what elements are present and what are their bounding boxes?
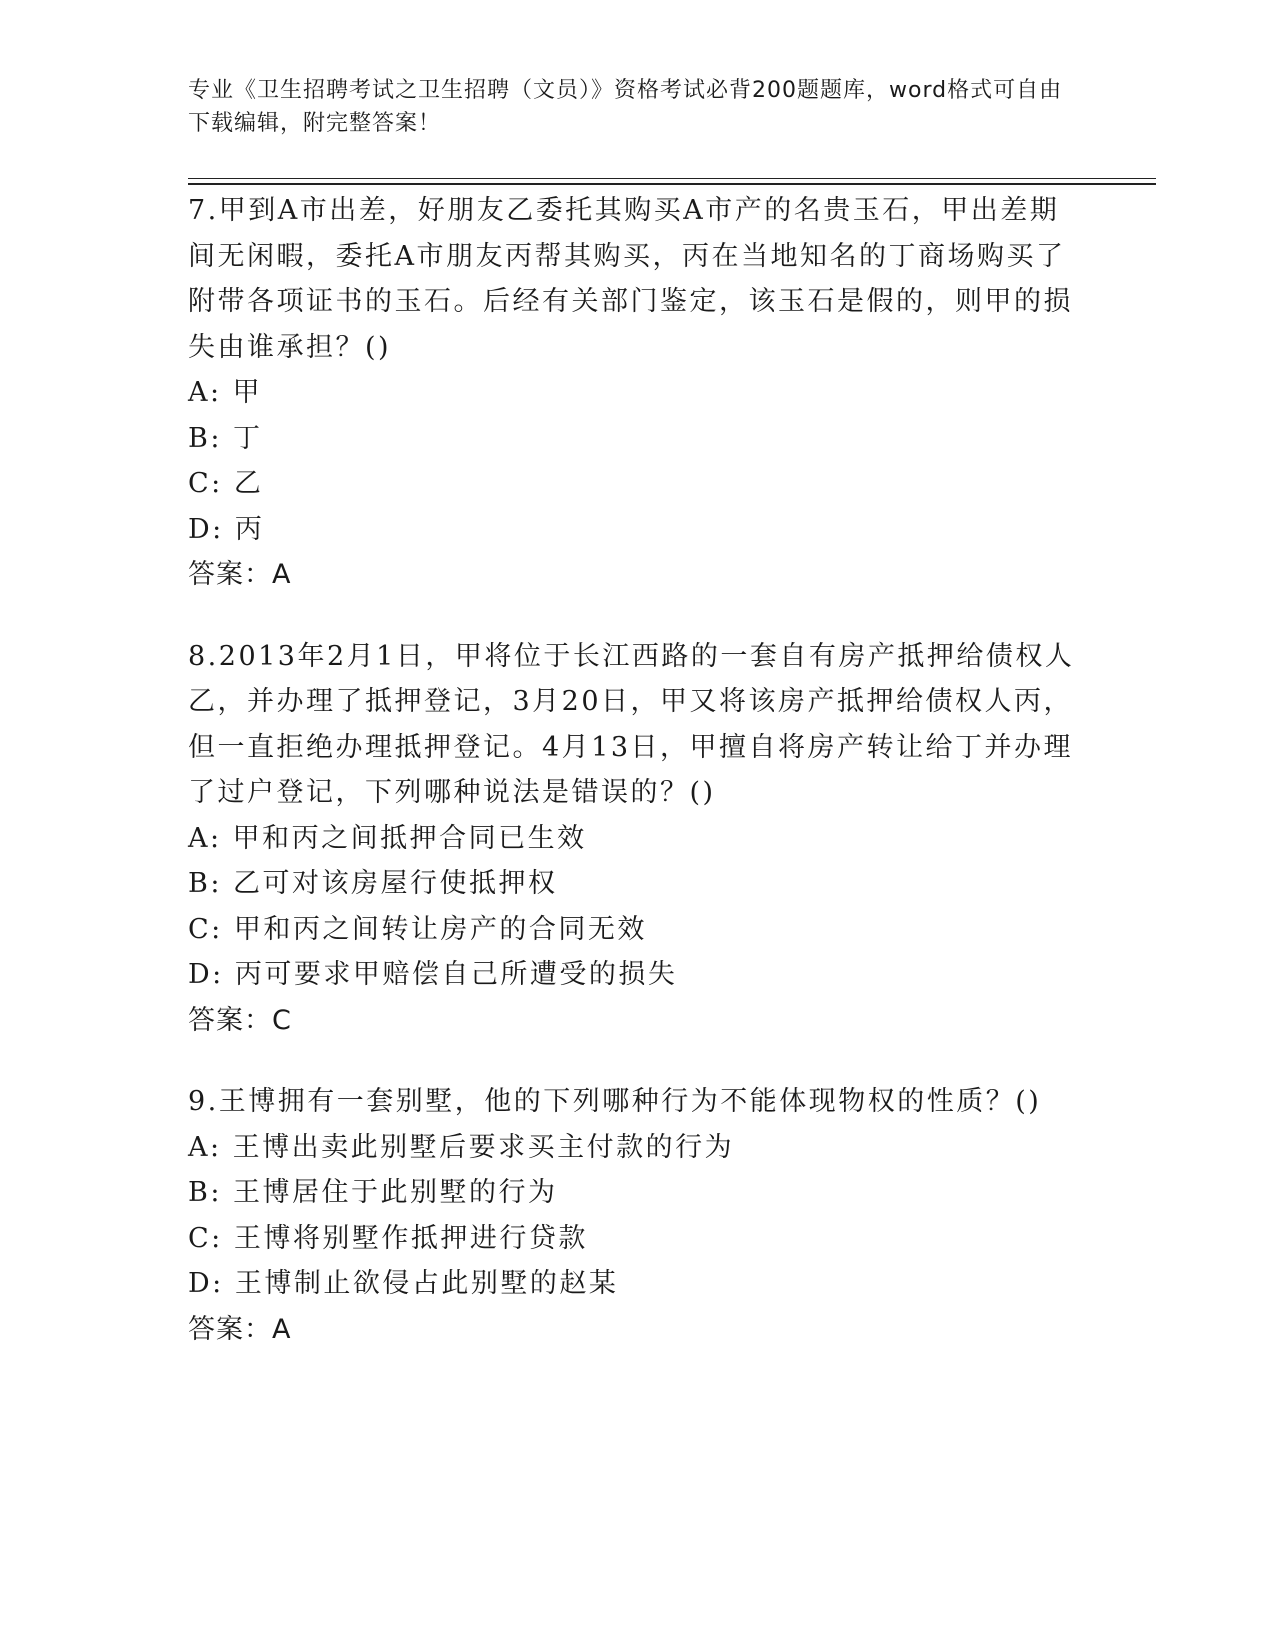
option-c: C: 王博将别墅作抵押进行贷款 (188, 1222, 588, 1254)
header-divider-thin (188, 178, 1156, 179)
question-stem: 8.2013年2月1日，甲将位于长江西路的一套自有房产抵押给债权人乙，并办理了抵押登记，3月20日，甲又将该房产抵押给债权人丙，但一直拒绝办理抵押登记。4月13日，甲擅自将房产转让给丁并办理了过户登记，下列哪种说法是错误的？() (188, 640, 1075, 808)
question-list (188, 188, 1078, 1388)
option-c: C: 甲和丙之间转让房产的合同无效 (188, 913, 647, 945)
answer-line: 答案：A (188, 1313, 292, 1345)
question-9 (188, 1079, 1078, 1352)
option-a: A: 甲和丙之间抵押合同已生效 (188, 822, 587, 854)
question-8 (188, 634, 1078, 1044)
document-header: 专业《卫生招聘考试之卫生招聘（文员）》资格考试必背200题题库，word格式可自由下载编辑，附完整答案！ (188, 78, 1063, 136)
option-a: A: 甲 (188, 377, 263, 408)
option-d: D: 王博制止欲侵占此别墅的赵某 (188, 1268, 619, 1299)
question-7 (188, 188, 1078, 598)
option-a: A: 王博出卖此别墅后要求买主付款的行为 (188, 1131, 735, 1163)
question-stem: 7.甲到A市出差，好朋友乙委托其购买A市产的名贵玉石，甲出差期间无闲暇，委托A市朋友丙帮其购买，丙在当地知名的丁商场购买了附带各项证书的玉石。后经有关部门鉴定，该玉石是假的，则甲的损失由谁承担？() (188, 195, 1073, 363)
option-b: B: 王博居住于此别墅的行为 (188, 1177, 558, 1208)
option-d: D: 丙 (188, 513, 265, 545)
answer-line: 答案：C (188, 1004, 292, 1036)
option-b: B: 乙可对该房屋行使抵押权 (188, 868, 558, 899)
option-c: C: 乙 (188, 468, 264, 499)
option-b: B: 丁 (188, 422, 263, 454)
question-stem: 9.王博拥有一套别墅，他的下列哪种行为不能体现物权的性质？() (188, 1086, 1042, 1117)
option-d: D: 丙可要求甲赔偿自己所遭受的损失 (188, 959, 678, 990)
answer-line: 答案：A (188, 559, 292, 590)
header-divider-thick (188, 183, 1156, 185)
